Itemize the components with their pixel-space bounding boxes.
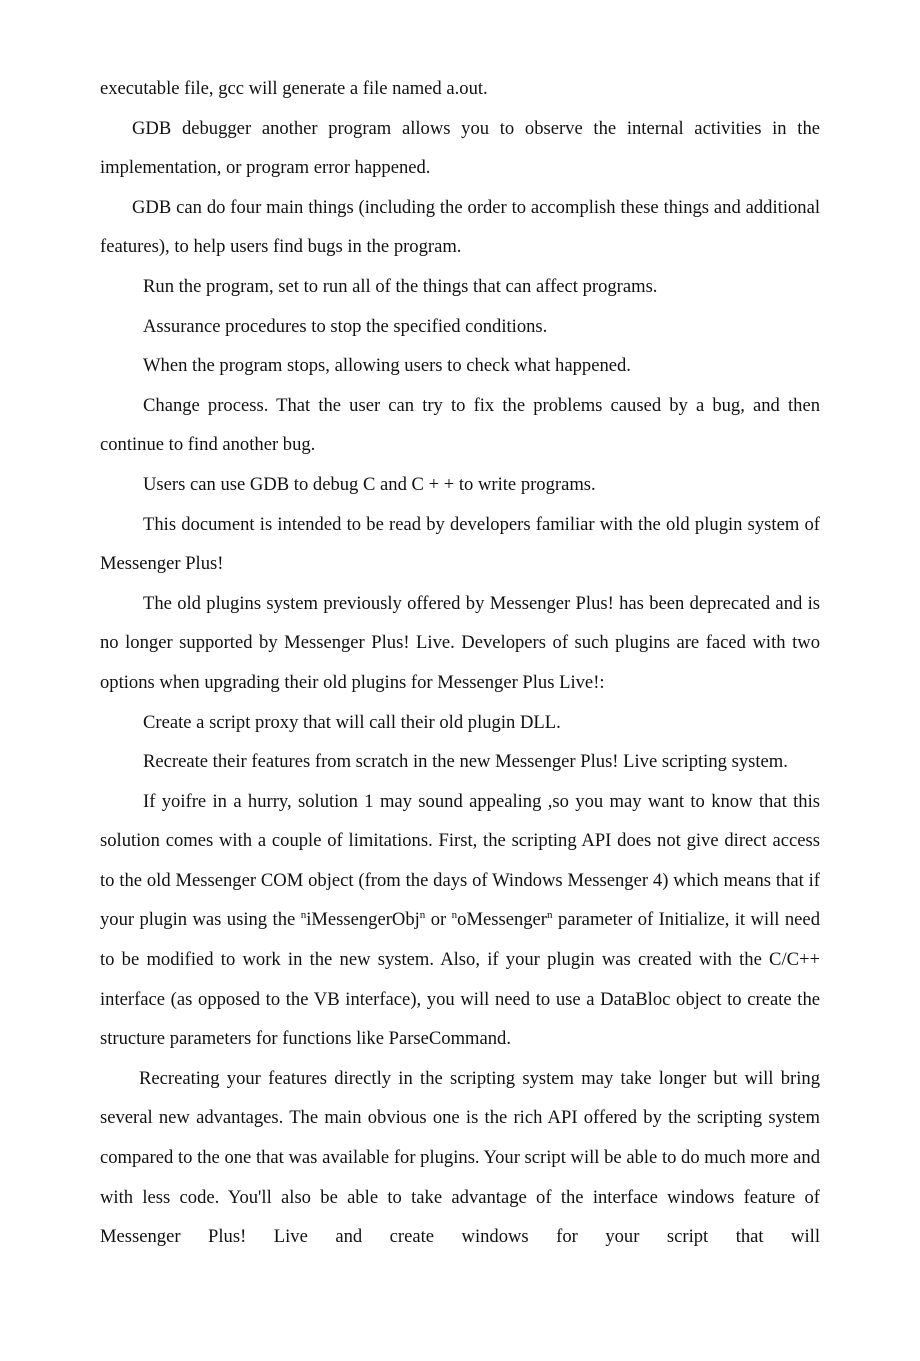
quote-mark: n bbox=[547, 909, 553, 922]
paragraph-gdb-intro: GDB debugger another program allows you to observe the internal activities in the implementation, or program error happened. bbox=[100, 117, 820, 179]
paragraph-intended-readers: This document is intended to be read by developers familiar with the old plugin system of Messenger Plus! bbox=[100, 513, 820, 575]
paragraph-gcc-output: executable file, gcc will generate a file named a.out. bbox=[100, 78, 488, 99]
paragraph-run-program: Run the program, set to run all of the things that can affect programs. bbox=[143, 275, 658, 297]
quote-mark: n bbox=[419, 909, 426, 922]
paragraph-debug-c: Users can use GDB to debug C and C + + to write programs. bbox=[143, 473, 596, 495]
solution-text-part1: If yoifre in a hurry, solution 1 may sound appealing ,so you may want to know that this solution comes with a couple of limitations. First, the scripting API does not give direct access to the old Messenger COM object (from the days of Windows Messenger 4) which means that if your plugin was using the bbox=[100, 790, 820, 931]
paragraph-gdb-four-things: GDB can do four main things (including the order to accomplish these things and additional features), to help users find bugs in the program. bbox=[100, 196, 820, 258]
paragraph-program-stops: When the program stops, allowing users to check what happened. bbox=[143, 355, 631, 377]
messenger-name: oMessenger bbox=[457, 909, 548, 931]
paragraph-recreating-advantages: Recreating your features directly in the scripting system may take longer but will bring several new advantages. The main obvious one is the rich API offered by the scripting system compared to the one that was available for plugins. Your script will be able to do much more and with less code. You'll also be able to take advantage of the interface windows feature of Messenger Plus! Live and create windows for your script that will bbox=[100, 1067, 820, 1248]
solution-connector: or bbox=[425, 909, 452, 931]
quote-mark: n bbox=[451, 909, 458, 922]
paragraph-change-process: Change process. That the user can try to fix the problems caused by a bug, and then continue to find another bug. bbox=[100, 394, 820, 456]
paragraph-option-proxy: Create a script proxy that will call their old plugin DLL. bbox=[143, 711, 561, 733]
document-body bbox=[100, 69, 820, 1257]
messenger-obj-name: iMessengerObj bbox=[306, 909, 420, 931]
paragraph-solution-limitations bbox=[100, 782, 820, 1059]
quote-mark: n bbox=[300, 909, 307, 922]
solution-text-part2: parameter of Initialize, it will need to be modified to work in the new system. Also, if your plugin was created with the C/C++ interface (as opposed to the VB interface), you will need to use a DataBloc object to create the structure parameters for functions like ParseCommand. bbox=[100, 909, 820, 1050]
paragraph-stop-conditions: Assurance procedures to stop the specified conditions. bbox=[143, 315, 548, 337]
paragraph-option-recreate: Recreate their features from scratch in the new Messenger Plus! Live scripting system. bbox=[143, 751, 788, 773]
paragraph-old-plugins-deprecated: The old plugins system previously offered by Messenger Plus! has been deprecated and is no longer supported by Messenger Plus! Live. Developers of such plugins are faced with two options when upgrading their old plugins for Messenger Plus Live!: bbox=[100, 592, 820, 693]
